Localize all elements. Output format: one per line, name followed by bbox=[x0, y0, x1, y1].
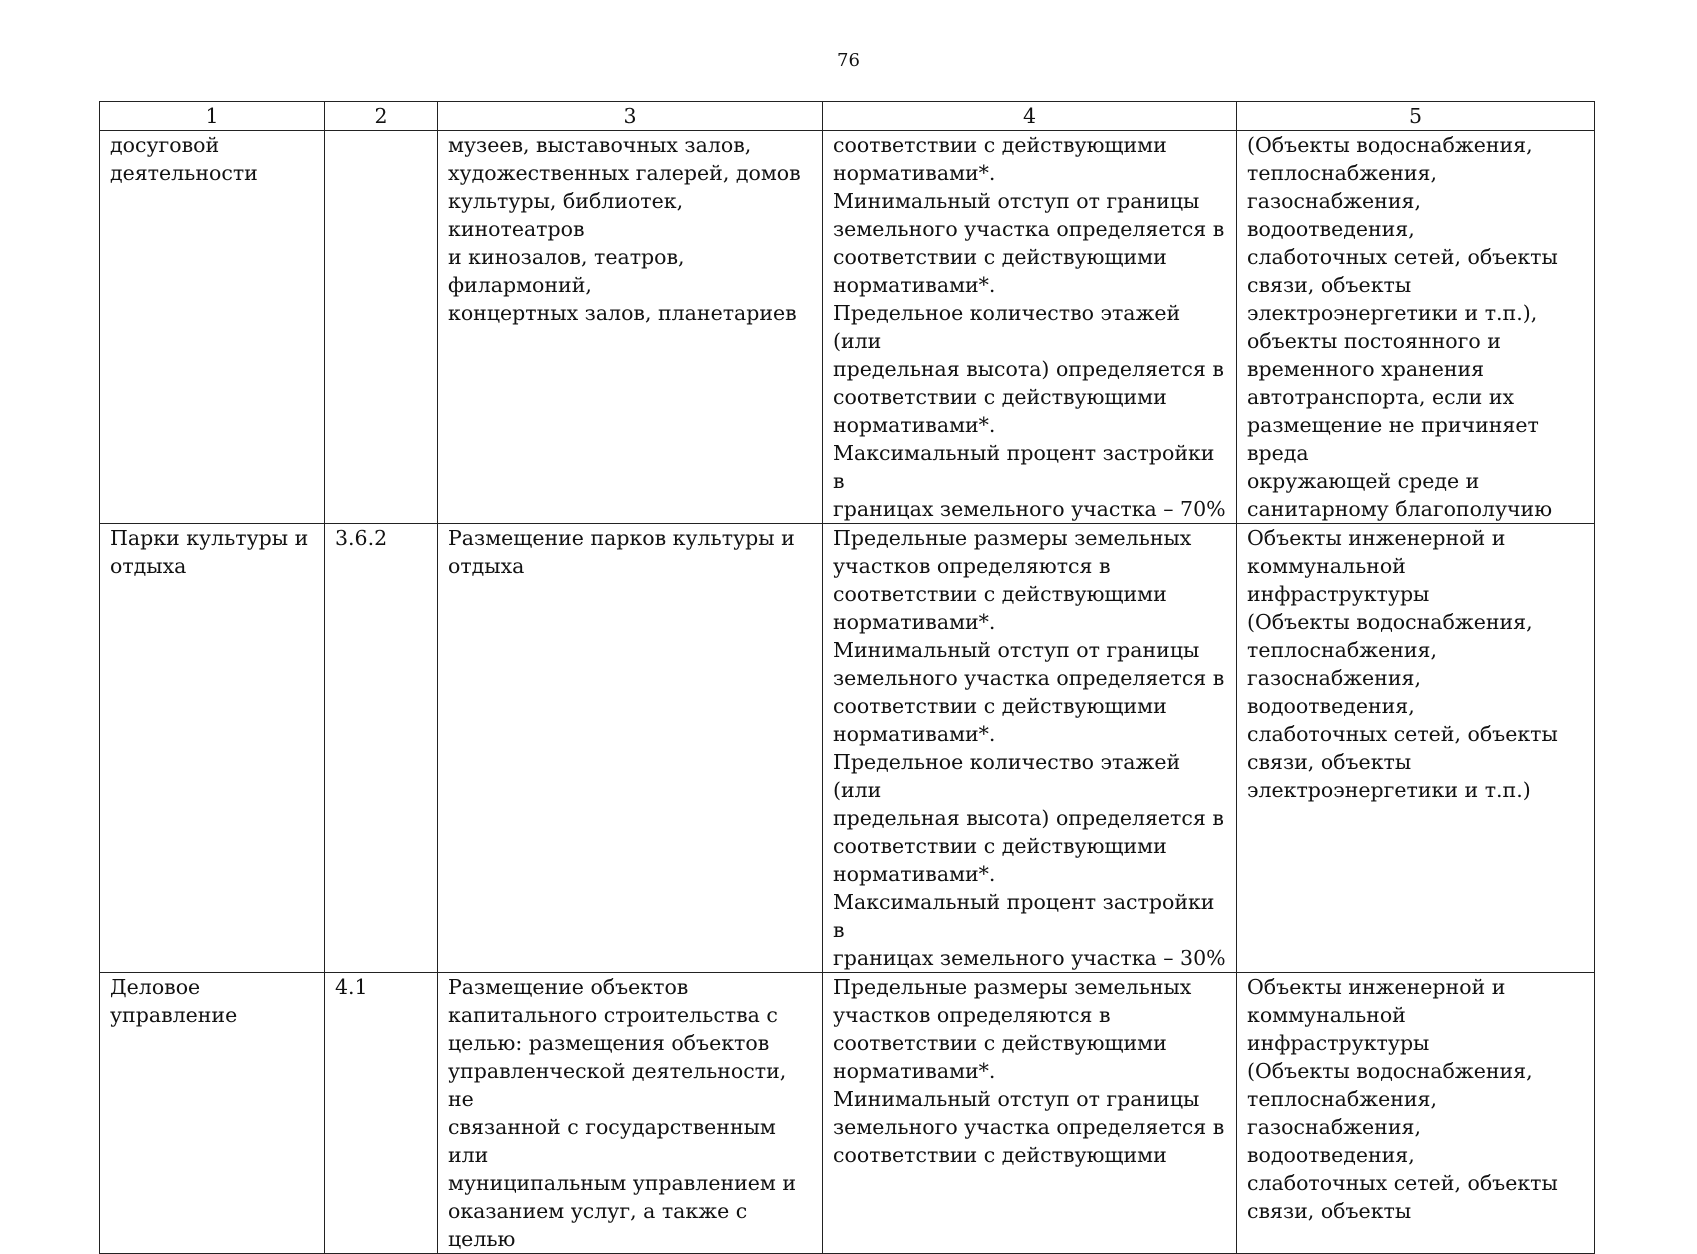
column-header-1: 1 bbox=[100, 102, 325, 131]
land-use-name-cell: Парки культуры и отдыха bbox=[100, 524, 325, 973]
land-use-description-cell: Размещение объектов капитального строительства с целью: размещения объектов управленческой деятельности, не связанной с государственным или муниципальным управлением и оказанием услуг, а также с целью bbox=[438, 973, 823, 1254]
land-use-name-cell: Деловое управление bbox=[100, 973, 325, 1254]
land-use-name-cell: досуговой деятельности bbox=[100, 131, 325, 524]
building-parameters-cell: соответствии с действующими нормативами*. Минимальный отступ от границы земельного участка определяется в соответствии с действующими нормативами*. Предельное количество этажей (или предельная высота) определяется в соответствии с действующими нормативами*. Максимальный процент застройки в границах земельного участка – 70% bbox=[823, 131, 1237, 524]
land-use-code-cell bbox=[325, 131, 438, 524]
table-row bbox=[100, 973, 1595, 1254]
column-header-3: 3 bbox=[438, 102, 823, 131]
column-header-2: 2 bbox=[325, 102, 438, 131]
land-use-code-cell: 3.6.2 bbox=[325, 524, 438, 973]
column-header-5: 5 bbox=[1237, 102, 1595, 131]
table-header-row bbox=[100, 102, 1595, 131]
land-use-description-cell: Размещение парков культуры и отдыха bbox=[438, 524, 823, 973]
page-number: 76 bbox=[837, 50, 860, 71]
land-use-description-cell: музеев, выставочных залов, художественных галерей, домов культуры, библиотек, кинотеатров и кинозалов, театров, филармоний, концертных залов, планетариев bbox=[438, 131, 823, 524]
auxiliary-uses-cell: (Объекты водоснабжения, теплоснабжения, газоснабжения, водоотведения, слаботочных сетей, объекты связи, объекты электроэнергетики и т.п.), объекты постоянного и временного хранения автотранспорта, если их размещение не причиняет вреда окружающей среде и санитарному благополучию bbox=[1237, 131, 1595, 524]
regulations-table bbox=[99, 101, 1595, 1254]
auxiliary-uses-cell: Объекты инженерной и коммунальной инфраструктуры (Объекты водоснабжения, теплоснабжения, газоснабжения, водоотведения, слаботочных сетей, объекты связи, объекты электроэнергетики и т.п.) bbox=[1237, 524, 1595, 973]
auxiliary-uses-cell: Объекты инженерной и коммунальной инфраструктуры (Объекты водоснабжения, теплоснабжения, газоснабжения, водоотведения, слаботочных сетей, объекты связи, объекты bbox=[1237, 973, 1595, 1254]
land-use-code-cell: 4.1 bbox=[325, 973, 438, 1254]
building-parameters-cell: Предельные размеры земельных участков определяются в соответствии с действующими нормативами*. Минимальный отступ от границы земельного участка определяется в соответствии с действующими bbox=[823, 973, 1237, 1254]
building-parameters-cell: Предельные размеры земельных участков определяются в соответствии с действующими нормативами*. Минимальный отступ от границы земельного участка определяется в соответствии с действующими нормативами*. Предельное количество этажей (или предельная высота) определяется в соответствии с действующими нормативами*. Максимальный процент застройки в границах земельного участка – 30% bbox=[823, 524, 1237, 973]
table-row bbox=[100, 131, 1595, 524]
table-row bbox=[100, 524, 1595, 973]
column-header-4: 4 bbox=[823, 102, 1237, 131]
